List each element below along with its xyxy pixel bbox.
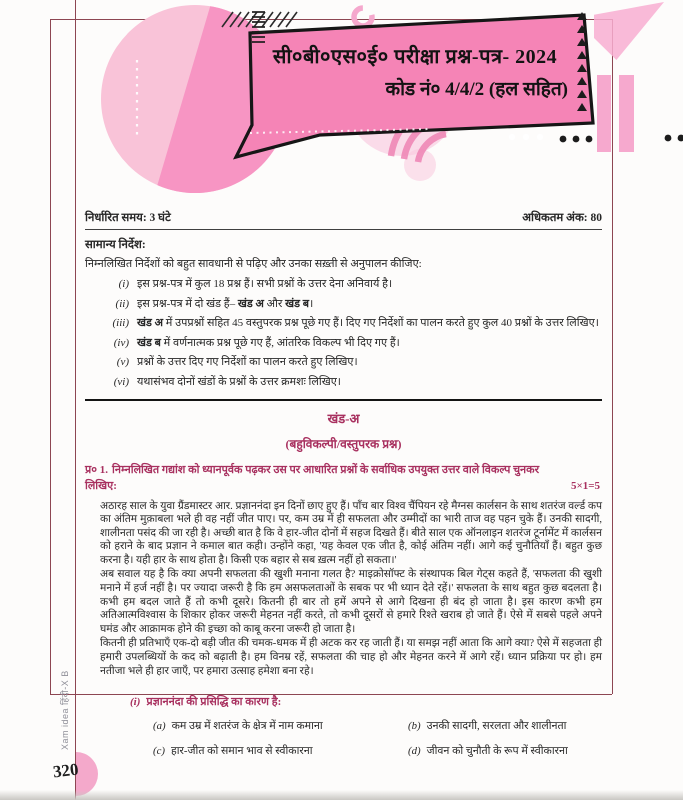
options-grid <box>153 718 602 758</box>
sub-question-number: (i) <box>130 696 141 709</box>
triangle-column-decoration <box>577 12 587 111</box>
instruction-item <box>85 316 602 331</box>
passage-paragraph: कितनी ही प्रतिभाएँ एक-दो बड़ी जीत की चमक-धमक में ही अटक कर रह जाती हैं। या समझ नहीं आता कि आगे क्या? ऐसे में सहजता ही हमारी उपलब्धियों के कद को बढ़ाती है। हम विनम्र रहें, सफलता की चाह हो और मेहनत करने में आगे रहें। ध्यान प्रक्रिया पर हो। हम नतीजा भले ही हार जाएँ, पर हमारा उत्साह हमेशा बना रहे। <box>100 638 602 677</box>
instruction-number: (vi) <box>113 375 129 388</box>
page-number: 320 <box>51 759 80 782</box>
meta-row <box>85 210 602 225</box>
book-spine-label: Xam idea हिंदी-X B <box>60 670 70 750</box>
maximum-marks: अधिकतम अंक: 80 <box>522 212 602 224</box>
meta-divider <box>85 229 602 230</box>
instruction-item <box>85 375 602 390</box>
question-1 <box>85 462 602 494</box>
passage-paragraph: अब सवाल यह है कि क्या अपनी सफलता की खुशी मनाना गलत है? माइक्रोसॉफ्ट के संस्थापक बिल गेट्स कहते हैं, 'सफलता की खुशी मनाने में हर्ज नहीं है। पर ज्यादा जरूरी है कि हम असफलताओं के सबक पर भी ध्यान देते रहें।' सफलता के साथ बहुत कुछ बदलता है। कभी हम बदल जाते हैं तो कभी दूसरे। कितनी ही बार तो हमें अपने से आगे दिखना ही बंद हो जाता है। इस कारण कभी हम अतिआत्मविश्वास के शिकार होकर जरूरी मेहनत नहीं करते, तो कभी दूसरों से हमारे रिश्ते खराब हो जाते हैं। ऐसे में सबसे पहले अपने घमंड और आक्रामक होने की इच्छा को काबू करना जरूरी हो जाता है। <box>100 569 602 635</box>
paper-title-line2: कोड नं० 4/4/2 (हल सहित) <box>385 79 568 100</box>
instruction-item <box>85 277 602 292</box>
instruction-item <box>85 297 602 312</box>
question-1-marks: 5×1=5 <box>570 479 600 492</box>
white-dots <box>509 134 543 140</box>
instruction-number: (i) <box>118 278 129 290</box>
instruction-number: (ii) <box>115 297 129 310</box>
paper-title-line1: सी०बी०एस०ई० परीक्षा प्रश्न-पत्र- 2024 <box>272 46 558 68</box>
instruction-item <box>85 355 602 370</box>
instruction-number: (iv) <box>113 336 129 349</box>
option-a: (a) कम उम्र में शतरंज के क्षेत्र में नाम कमाना <box>153 720 323 733</box>
bubble-hatch-marks <box>252 12 265 42</box>
instruction-number: (v) <box>116 356 129 368</box>
section-title: खंड-अ <box>327 410 360 426</box>
instruction-text: खंड ब में वर्णनात्मक प्रश्न पूछे गए हैं, आंतरिक विकल्प भी दिए गए हैं। <box>137 336 400 349</box>
paper-title-block <box>252 42 578 101</box>
section-subtitle: (बहुविकल्पी/वस्तुपरक प्रश्न) <box>285 436 402 451</box>
sub-question-i <box>130 694 602 709</box>
instruction-number: (iii) <box>112 317 129 329</box>
instructions-intro: निम्नलिखित निर्देशों को बहुत सावधानी से पढ़िए और उनका सख़्ती से अनुपालन कीजिए: <box>85 258 422 270</box>
general-instructions-heading: सामान्य निर्देश: <box>85 239 146 251</box>
reading-passage <box>100 500 602 679</box>
instruction-text: इस प्रश्न-पत्र में दो खंड हैं– खंड अ और खंड ब। <box>137 297 314 310</box>
option-b: (b) उनकी सादगी, सरलता और शालीनता <box>408 720 567 733</box>
section-divider <box>85 399 602 401</box>
paper-content <box>85 210 602 758</box>
page-edge-shadow <box>0 790 683 800</box>
instruction-text: यथासंभव दोनों खंडों के प्रश्नों के उत्तर क्रमशः लिखिए। <box>137 375 341 388</box>
frame-left-inner-line <box>75 0 76 800</box>
option-c: (c) हार-जीत को समान भाव से स्वीकारना <box>153 745 313 758</box>
instruction-text: इस प्रश्न-पत्र में कुल 18 प्रश्न हैं। सभी प्रश्नों के उत्तर देना अनिवार्य है। <box>137 278 393 290</box>
passage-paragraph: अठारह साल के युवा ग्रैंडमास्टर आर. प्रज्ञाननंदा इन दिनों छाए हुए हैं। पाँच बार विश्व चैंपियन रहे मैग्नस कार्लसन के साथ शतरंज वर्ल्ड कप का अंतिम मुक़ाबला भले ही वह नहीं जीत पाए। पर, कम उम्र में ही सफलता और उम्मीदों का भारी ताज वह पहन चुके हैं। उनकी सादगी, शालीनता पसंद की जा रही है। अच्छी बात है कि वे हार-जीत दोनों में सहज दिखते हैं। बीते साल एक ऑनलाइन शतरंज टूर्नामेंट में कार्लसन को हराने के बाद प्रज्ञान ने कमाल बात कही। उन्होंने कहा, 'यह केवल एक जीत है, कोई अंतिम नहीं। आगे कई चुनौतियाँ हैं। बहुत कुछ करना है। यही हार के साथ होता है। किसी एक बहार से सब ख़त्म नहीं हो सकता।' <box>100 500 602 566</box>
pink-bar-decoration <box>597 75 611 152</box>
instruction-text: प्रश्नों के उत्तर दिए गए निर्देशों का पालन करते हुए लिखिए। <box>137 356 358 368</box>
instruction-item <box>85 336 602 351</box>
sub-question-text: प्रज्ञाननंदा की प्रसिद्धि का कारण है: <box>146 696 282 709</box>
ring-decoration <box>354 8 372 26</box>
question-1-text: निम्नलिखित गद्यांश को ध्यानपूर्वक पढ़कर उस पर आधारित प्रश्नों के सर्वाधिक उपयुक्त उत्तर वाले विकल्प चुनकर लिखिए: <box>85 463 540 492</box>
option-d: (d) जीवन को चुनौती के रूप में स्वीकारना <box>408 745 568 758</box>
pink-bar-decoration <box>619 75 634 152</box>
allotted-time: निर्धारित समय: 3 घंटे <box>85 212 171 224</box>
question-1-label: प्र० 1. <box>85 463 108 476</box>
instruction-text: खंड अ में उपप्रश्नों सहित 45 वस्तुपरक प्रश्न पूछे गए हैं। दिए गए निर्देशों का पालन करते हुए कुल 40 प्रश्नों के उत्तर लिखिए। <box>137 317 599 329</box>
